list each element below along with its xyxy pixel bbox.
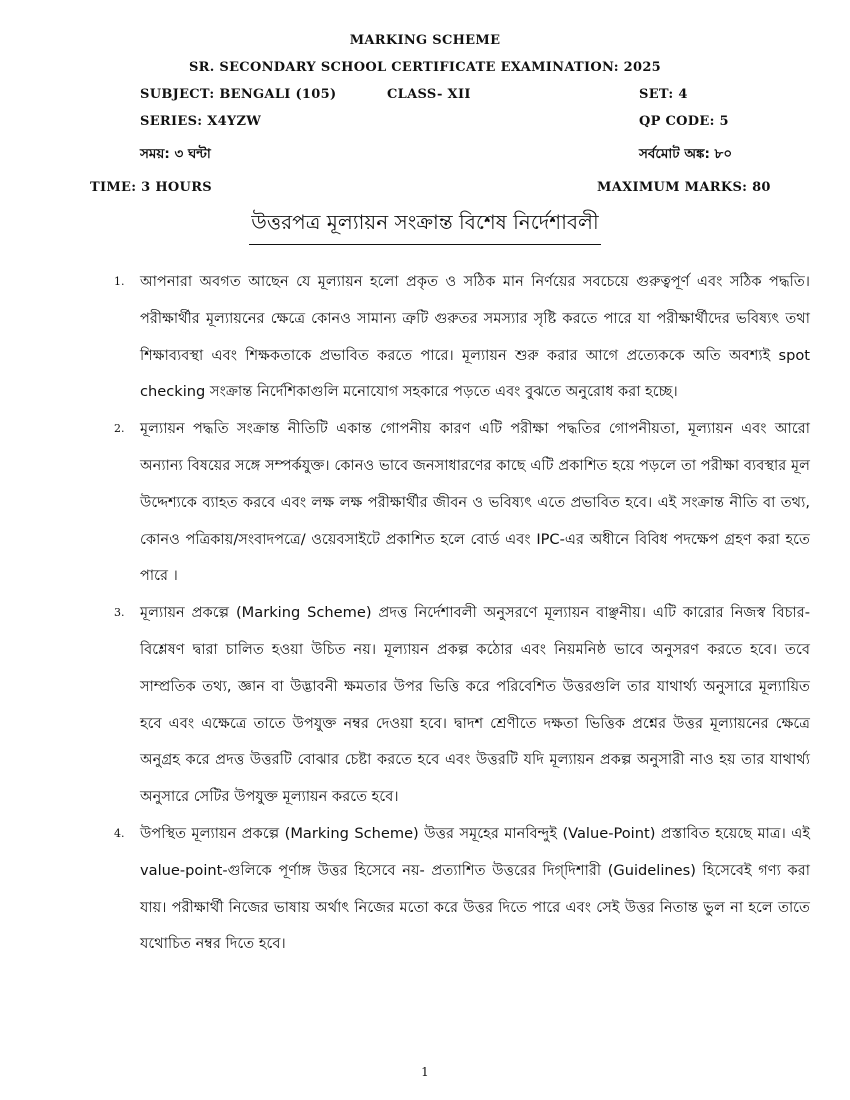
- set-label: SET: 4: [639, 87, 688, 102]
- max-marks-label: MAXIMUM MARKS: 80: [597, 180, 771, 195]
- time-label: TIME: 3 HOURS: [90, 180, 212, 195]
- page-number: 1: [421, 1065, 429, 1079]
- instructions-title: [0, 208, 850, 245]
- instruction-text: মূল্যায়ন প্রকল্পে (Marking Scheme) প্রদত্ত নির্দেশাবলী অনুসরণে মূল্যায়ন বাঞ্ছনীয়। এটি কারোর নিজস্ব বিচার-বিশ্লেষণ দ্বারা চালিত হওয়া উচিত নয়। মূল্যায়ন প্রকল্প কঠোর এবং নিয়মনিষ্ঠ ভাবে অনুসরণ করতে হবে। তবে সাম্প্রতিক তথ্য, জ্ঞান বা উদ্ভাবনী ক্ষমতার উপর ভিত্তি করে পরিবেশিত উত্তরগুলি তার যাথার্থ্য অনুসারে মূল্যায়িত হবে এবং এক্ষেত্রে তাতে উপযুক্ত নম্বর দেওয়া হবে। দ্বাদশ শ্রেণীতে দক্ষতা ভিত্তিক প্রশ্নের উত্তর মূল্যায়নের ক্ষেত্রে অনুগ্রহ করে প্রদত্ত উত্তরটি বোঝার চেষ্টা করতে হবে এবং উত্তরটি যদি মূল্যায়ন প্রকল্প অনুসারী নাও হয় তার যাথার্থ্য অনুসারে সেটির উপযুক্ত মূল্যায়ন করতে হবে।: [140, 604, 810, 806]
- exam-heading: SR. SECONDARY SCHOOL CERTIFICATE EXAMINATION: 2025: [188, 60, 662, 75]
- instruction-text: আপনারা অবগত আছেন যে মূল্যায়ন হলো প্রকৃত ও সঠিক মান নির্ণয়ের সবচেয়ে গুরুত্বপূর্ণ এবং সঠিক পদ্ধতি। পরীক্ষার্থীর মূল্যায়নের ক্ষেত্রে কোনও সামান্য ত্রুটি গুরুতর সমস্যার সৃষ্টি করতে পারে যা পরীক্ষার্থীদের ভবিষ্যৎ তথা শিক্ষাব্যবস্থা এবং শিক্ষকতাকে প্রভাবিত করতে পারে। মূল্যায়ন শুরু করার আগে প্রত্যেককে অতি অবশ্যই spot checking সংক্রান্ত নির্দেশিকাগুলি মনোযোগ সহকারে পড়তে এবং বুঝতে অনুরোধ করা হচ্ছে।: [140, 273, 810, 401]
- instruction-item-1: [114, 264, 810, 411]
- instruction-text: মূল্যায়ন পদ্ধতি সংক্রান্ত নীতিটি একান্ত গোপনীয় কারণ এটি পরীক্ষা পদ্ধতির গোপনীয়তা, মূল্যায়ন এবং আরো অন্যান্য বিষয়ের সঙ্গে সম্পর্কযুক্ত। কোনও ভাবে জনসাধারণের কাছে এটি প্রকাশিত হয়ে পড়লে তা পরীক্ষা ব্যবস্থার মূল উদ্দেশ্যকে ব্যাহত করবে এবং লক্ষ লক্ষ পরীক্ষার্থীর জীবন ও ভবিষ্যৎ এতে প্রভাবিত হবে। এই সংক্রান্ত নীতি বা তথ্য, কোনও পত্রিকায়/সংবাদপত্রে/ ওয়েবসাইটে প্রকাশিত হলে বোর্ড এবং IPC-এর অধীনে বিবিধ পদক্ষেপ গ্রহণ করা হতে পারে ।: [140, 420, 810, 585]
- instruction-item-2: [114, 411, 810, 595]
- instruction-number: 3.: [114, 606, 125, 620]
- instruction-item-3: [114, 595, 810, 816]
- instruction-number: 1.: [114, 275, 125, 288]
- instruction-number: 2.: [114, 422, 125, 436]
- class-label: CLASS- XII: [387, 87, 471, 102]
- subject-label: SUBJECT: BENGALI (105): [140, 87, 337, 102]
- instruction-list: [0, 264, 850, 963]
- max-marks-bengali-label: সর্বমোট অঙ্ক: ৮০: [639, 146, 733, 162]
- instruction-item-4: [114, 816, 810, 963]
- marking-scheme-heading: MARKING SCHEME: [349, 33, 501, 48]
- instructions-title-text: উত্তরপত্র মূল্যায়ন সংক্রান্ত বিশেষ নির্দেশাবলী: [249, 208, 600, 245]
- instruction-number: 4.: [114, 826, 125, 840]
- series-label: SERIES: X4YZW: [140, 114, 262, 129]
- instruction-text: উপস্থিত মূল্যায়ন প্রকল্পে (Marking Scheme) উত্তর সমূহের মানবিন্দুই (Value-Point) প্রস্তাবিত হয়েছে মাত্র। এই value-point-গুলিকে পূর্ণাঙ্গ উত্তর হিসেবে নয়- প্রত্যাশিত উত্তরের দিগ্‌দিশারী (Guidelines) হিসেবেই গণ্য করা যায়। পরীক্ষার্থী নিজের ভাষায় অর্থাৎ নিজের মতো করে উত্তর দিতে পারে এবং সেই উত্তর নিতান্ত ভুল না হলে তাতে যথোচিত নম্বর দিতে হবে।: [140, 824, 810, 953]
- time-bengali-label: সময়: ৩ ঘন্টা: [140, 146, 211, 162]
- qp-code-label: QP CODE: 5: [639, 114, 729, 129]
